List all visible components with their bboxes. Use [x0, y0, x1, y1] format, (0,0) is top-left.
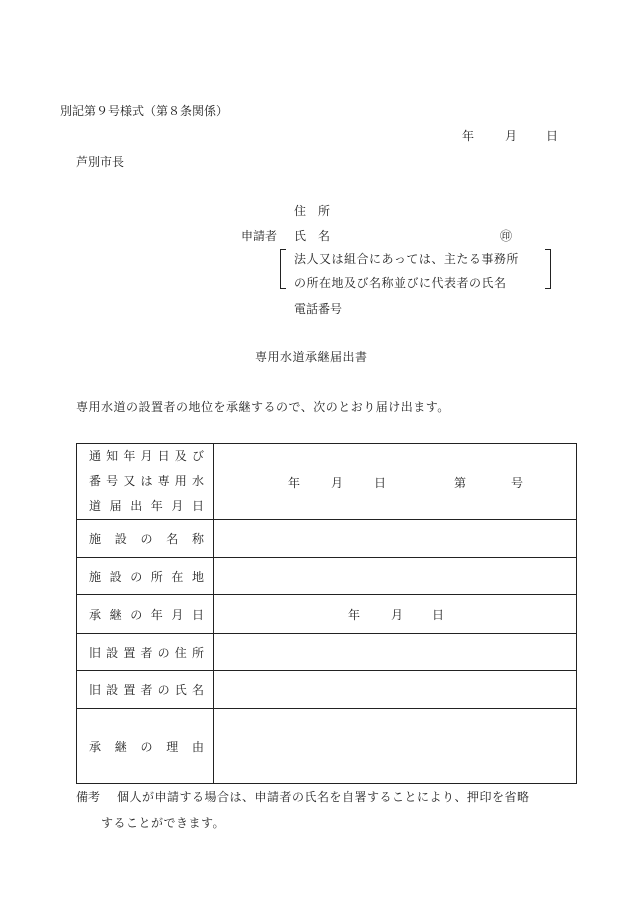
seal-mark: ㊞ — [500, 229, 513, 243]
label-char: 承 — [89, 739, 102, 754]
label-char: 理 — [166, 739, 179, 754]
label-char: 由 — [191, 739, 204, 754]
table-row — [77, 595, 577, 634]
label-char: 所 — [150, 569, 163, 584]
date-day: 日 — [546, 129, 559, 143]
label-char: 日 — [157, 449, 170, 463]
label-char: 日 — [191, 499, 204, 513]
label-char: 月 — [140, 449, 153, 463]
label-char: の — [130, 569, 143, 584]
notice-date-label — [77, 444, 214, 520]
notice-no-prefix: 第 — [454, 476, 467, 490]
facility-name-value[interactable] — [214, 520, 577, 558]
table-row — [77, 671, 577, 709]
label-char: 住 — [174, 645, 187, 660]
label-char: 施 — [89, 569, 102, 584]
label-char: の — [140, 739, 153, 754]
label-char: 氏 — [174, 683, 187, 697]
label-char: 所 — [191, 645, 204, 660]
facility-name-label — [77, 520, 214, 558]
label-char: 設 — [106, 683, 119, 697]
facility-location-label — [77, 558, 214, 595]
table-row — [77, 709, 577, 784]
corp-note-line2: の所在地及び名称並びに代表者の氏名 — [294, 276, 507, 290]
label-char: 及 — [174, 449, 187, 463]
notice-day: 日 — [374, 476, 387, 490]
label-char: 月 — [171, 607, 184, 622]
notification-table — [76, 443, 577, 784]
label-char: 置 — [123, 645, 136, 660]
corp-note-line1: 法人又は組合にあっては、主たる事務所 — [294, 252, 519, 266]
table-row — [77, 634, 577, 671]
address-label: 住 所 — [294, 204, 331, 218]
label-spread — [77, 606, 213, 623]
succession-day: 日 — [432, 608, 445, 622]
date-month: 月 — [505, 129, 518, 143]
note-line2: することができます。 — [101, 816, 226, 830]
label-char: の — [140, 532, 153, 546]
succession-month: 月 — [391, 608, 404, 622]
label-char: 旧 — [89, 683, 102, 697]
label-char: は — [140, 474, 153, 488]
label-spread — [77, 644, 213, 661]
facility-location-value[interactable] — [214, 558, 577, 595]
label-char: 者 — [140, 683, 153, 697]
label-line — [77, 444, 213, 469]
label-char: 水 — [191, 474, 204, 488]
label-char: 在 — [171, 569, 184, 584]
label-spread — [77, 568, 213, 585]
label-char: 設 — [106, 645, 119, 660]
label-char: 知 — [106, 449, 119, 463]
bracket-right — [545, 249, 551, 289]
label-spread — [77, 530, 213, 547]
label-char: 番 — [89, 474, 102, 488]
former-address-label — [77, 634, 214, 671]
label-char: 施 — [89, 532, 102, 546]
former-address-value[interactable] — [214, 634, 577, 671]
label-char: 名 — [191, 683, 204, 697]
succession-year: 年 — [348, 608, 361, 622]
succession-date-value[interactable] — [214, 595, 577, 634]
note-line1: 個人が申請する場合は、申請者の氏名を自署することにより、押印を省略 — [117, 790, 530, 804]
table-row — [77, 558, 577, 595]
former-name-value[interactable] — [214, 671, 577, 709]
note-heading: 備考 — [76, 790, 101, 804]
date-year: 年 — [462, 129, 475, 143]
label-char: 名 — [166, 532, 179, 546]
table-row — [77, 520, 577, 558]
label-char: 設 — [114, 532, 127, 546]
label-char: び — [191, 449, 204, 463]
label-char: 出 — [130, 499, 143, 513]
table-row — [77, 444, 577, 520]
label-char: 称 — [191, 532, 204, 546]
label-char: 旧 — [89, 645, 102, 660]
form-id: 別記第９号様式（第８条関係） — [60, 104, 229, 118]
label-char: 設 — [109, 569, 122, 584]
notice-date-value[interactable] — [214, 444, 577, 520]
label-char: 地 — [191, 569, 204, 584]
label-spread — [77, 738, 213, 755]
succession-reason-value[interactable] — [214, 709, 577, 784]
notice-year: 年 — [288, 476, 301, 490]
notice-month: 月 — [331, 476, 344, 490]
label-char: の — [130, 607, 143, 622]
label-spread — [77, 681, 213, 698]
applicant-role: 申請者 — [241, 229, 278, 243]
label-char: 継 — [114, 739, 127, 754]
label-line — [77, 469, 213, 494]
succession-reason-label — [77, 709, 214, 784]
label-char: 専 — [157, 474, 170, 488]
name-label: 氏 名 — [294, 229, 331, 243]
phone-label: 電話番号 — [294, 302, 343, 316]
notice-no-suffix: 号 — [511, 476, 524, 490]
statement: 専用水道の設置者の地位を承継するので、次のとおり届け出ます。 — [76, 400, 450, 414]
label-char: 日 — [191, 607, 204, 622]
label-char: の — [157, 683, 170, 697]
addressee: 芦別市長 — [76, 155, 125, 169]
label-char: 承 — [89, 607, 102, 622]
label-char: 年 — [150, 607, 163, 622]
label-char: 道 — [89, 499, 102, 513]
label-char: 継 — [109, 607, 122, 622]
label-line — [77, 494, 213, 519]
label-char: の — [157, 645, 170, 660]
document-title: 専用水道承継届出書 — [255, 350, 368, 364]
bracket-left — [280, 249, 286, 289]
label-char: 年 — [123, 449, 136, 463]
label-char: 者 — [140, 645, 153, 660]
label-char: 又 — [123, 474, 136, 488]
label-char: 通 — [89, 449, 102, 463]
label-char: 号 — [106, 474, 119, 488]
former-name-label — [77, 671, 214, 709]
label-char: 届 — [109, 499, 122, 513]
label-char: 置 — [123, 683, 136, 697]
label-char: 月 — [171, 499, 184, 513]
label-char: 年 — [150, 499, 163, 513]
succession-date-label — [77, 595, 214, 634]
label-char: 用 — [174, 474, 187, 488]
